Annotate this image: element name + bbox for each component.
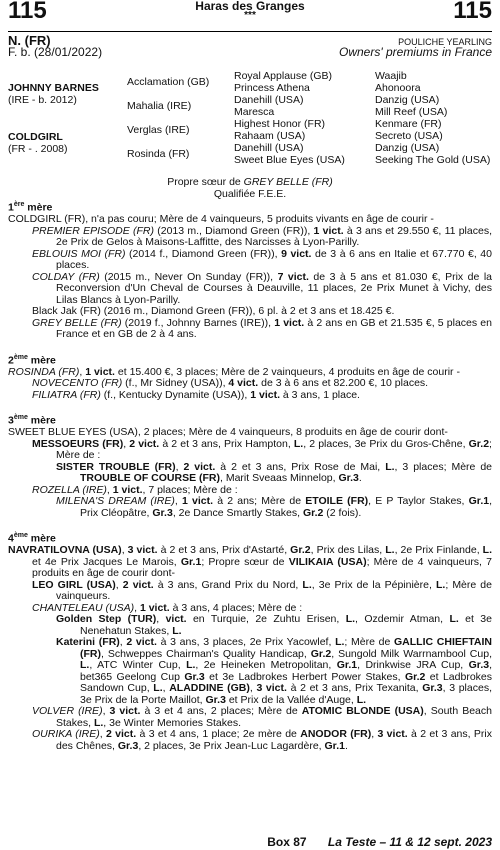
dam-detail: (FR - . 2008) (8, 143, 68, 155)
gen3-item: Rahaam (USA) (234, 130, 306, 142)
pedigree-table (8, 71, 500, 171)
gen3-item: Highest Honor (FR) (234, 118, 326, 130)
gen3-item: Danehill (USA) (234, 94, 304, 106)
sire-detail: (IRE - b. 2012) (8, 94, 77, 106)
family-page (8, 199, 492, 752)
family-entry: EBLOUIS MOI (FR) (2014 f., Diamond Green (FR)), 9 vict. de 3 à 6 ans en Italie et 67.770 €, 40 places. (32, 247, 492, 271)
gen4-item: Ahonoora (375, 82, 421, 94)
family-entry: Katerini (FR), 2 vict. à 3 ans, 3 places, 2e Prix Yacowlef, L.; Mère de GALLIC CHIEFTAIN (FR), Schweppes Chairman's Quality Handicap, Gr.2, Sungold Milk Warrnambool Cup, L., ATC Winter Cup, L., 2e Heineken Metropolitan, Gr.1, Drinkwise JRA Cup, Gr.3, bet365 Geelong Cup Gr.3 et 3e Ladbrokes Herbert Power Stakes, Gr.2 et Ladbrokes Sandown Cup, L., ALADDINE (GB), 3 vict. à 2 et 3 ans, Prix Texanita, Gr.3, 3 places, 3e Prix de la Porte Maillot, Gr.3 et Prix de la Vallée d'Auge, L. (56, 636, 492, 706)
section-heading: 3ème mère (8, 414, 56, 427)
event-name: La Teste – 11 & 12 sept. 2023 (327, 835, 492, 849)
family-entry: LEO GIRL (USA), 2 vict. à 3 ans, Grand Prix du Nord, L., 3e Prix de la Pépinière, L.; Mère de vainqueurs. (32, 578, 492, 602)
gen4-item: Danzig (USA) (375, 142, 440, 154)
family-entry: GREY BELLE (FR) (2019 f., Johnny Barnes (IRE)), 1 vict. à 2 ans en GB et 21.535 €, 5 places en France et en GB de 2 à 4 ans. (32, 316, 492, 340)
gen3-item: Maresca (234, 106, 275, 118)
gen4-item: Mill Reef (USA) (375, 106, 448, 118)
premium-note: Owners' premiums in France (339, 45, 492, 59)
consignor-stars: *** (244, 10, 256, 21)
gen3-item: Princess Athena (234, 82, 310, 94)
header-rule (8, 31, 492, 32)
gen2-item: Rosinda (FR) (127, 148, 190, 160)
gen3-item: Royal Applause (GB) (234, 70, 333, 82)
family-entry: PREMIER EPISODE (FR) (2013 m., Diamond Green (FR)), 1 vict. à 3 ans et 29.550 €, 11 places, 2e Prix de Gelos à Maisons-Laffitte, des Narcisses à Lyon-Parilly. (32, 224, 492, 248)
sale-notes (0, 176, 500, 200)
horse-name: N. (FR) (8, 33, 51, 48)
gen2-item: Acclamation (GB) (127, 76, 210, 88)
family-entry: MILENA'S DREAM (IRE), 1 vict. à 2 ans; Mère de ETOILE (FR), E P Taylor Stakes, Gr.1, Prix Cléopâtre, Gr.3, 2e Dance Smartly Stakes, Gr.2 (2 fois). (56, 495, 492, 519)
family-entry: NAVRATILOVNA (USA), 3 vict. à 2 et 3 ans, Prix d'Astarté, Gr.2, Prix des Lilas, L., 2e Prix Finlande, L. et 4e Prix Jacques Le Marois, Gr.1; Propre sœur de VILIKAIA (USA); Mère de 4 vainqueurs, 7 produits en âge de courir dont- (8, 544, 493, 579)
consignor-name: Haras des Granges (195, 0, 305, 13)
family-entry: CHANTELEAU (USA), 1 vict. à 3 ans, 4 places; Mère de : (32, 601, 303, 614)
family-entry: ROZELLA (IRE), 1 vict., 7 places; Mère de : (32, 483, 238, 496)
family-entry: Golden Step (TUR), vict. en Turquie, 2e Zuhtu Erisen, L., Ozdemir Atman, L. et 3e Nenehatun Stakes, L. (56, 613, 492, 637)
gen3-item: Danehill (USA) (234, 142, 304, 154)
section-heading: 2ème mère (8, 353, 56, 366)
horse-description: F. b. (28/01/2022) (8, 45, 103, 59)
gen2-item: Verglas (IRE) (127, 124, 190, 136)
gen2-item: Mahalia (IRE) (127, 100, 192, 112)
lot-number-right: 115 (453, 0, 492, 24)
section-heading: 4ème mère (8, 532, 56, 545)
box-number: Box 87 (267, 835, 307, 849)
qualification-note: Qualifiée F.E.E. (213, 188, 287, 200)
gen4-item: Secreto (USA) (375, 130, 443, 142)
page-footer (267, 835, 492, 849)
dam-name: COLDGIRL (8, 131, 63, 143)
family-entry: FILIATRA (FR) (f., Kentucky Dynamite (USA)), 1 vict. à 3 ans, 1 place. (32, 388, 360, 401)
gen4-item: Seeking The Gold (USA) (375, 154, 491, 166)
family-entry: ROSINDA (FR), 1 vict. et 15.400 €, 3 places; Mère de 2 vainqueurs, 4 produits en âge de courir - (8, 365, 460, 378)
family-entry: OURIKA (IRE), 2 vict. à 3 et 4 ans, 1 place; 2e mère de ANODOR (FR), 3 vict. à 2 et 3 ans, Prix des Chênes, Gr.3, 2 places, 3e Prix Jean-Luc Lagardère, Gr.1. (32, 728, 492, 752)
gen4-item: Danzig (USA) (375, 94, 440, 106)
sire-name: JOHNNY BARNES (8, 82, 99, 94)
page-header (8, 0, 492, 30)
gen4-item: Waajib (375, 70, 407, 82)
family-entry: MESSOEURS (FR), 2 vict. à 2 et 3 ans, Prix Hampton, L., 2 places, 3e Prix du Gros-Chêne, Gr.2; Mère de : (32, 437, 492, 461)
lot-number: 115 (8, 0, 47, 24)
family-entry: VOLVER (IRE), 3 vict. à 3 et 4 ans, 2 places; Mère de ATOMIC BLONDE (USA), South Beach Stakes, L., 3e Winter Memories Stakes. (32, 705, 492, 729)
gen3-item: Sweet Blue Eyes (USA) (234, 154, 345, 166)
family-entry: COLDGIRL (FR), n'a pas couru; Mère de 4 vainqueurs, 5 produits vivants en âge de courir - (8, 213, 434, 225)
family-entry: SWEET BLUE EYES (USA), 2 places; Mère de 4 vainqueurs, 8 produits en âge de courir dont- (8, 426, 448, 438)
gen4-item: Kenmare (FR) (375, 118, 442, 130)
sibling-note: Propre sœur de GREY BELLE (FR) (167, 176, 333, 188)
horse-category: POULICHE YEARLING (398, 37, 492, 47)
family-entry: NOVECENTO (FR) (f., Mr Sidney (USA)), 4 vict. de 3 à 6 ans et 82.200 €, 10 places. (32, 377, 429, 389)
section-heading: 1ère mère (8, 201, 53, 214)
family-entry: Black Jak (FR) (2016 m., Diamond Green (FR)), 6 pl. à 2 et 3 ans et 18.425 €. (32, 305, 395, 317)
family-entry: COLDAY (FR) (2015 m., Never On Sunday (FR)), 7 vict. de 3 à 5 ans et 81.030 €, Prix de la Reconversion d'Un Cheval de Courses à Deauville, 11 places, 2e Prix Munet à Vichy, des Lilas Blancs à Lyon-Parilly. (32, 270, 492, 306)
family-entry: SISTER TROUBLE (FR), 2 vict. à 2 et 3 ans, Prix Rose de Mai, L., 3 places; Mère de TROUBLE OF COURSE (FR), Marit Sveaas Minnelop, Gr.3. (56, 460, 493, 484)
